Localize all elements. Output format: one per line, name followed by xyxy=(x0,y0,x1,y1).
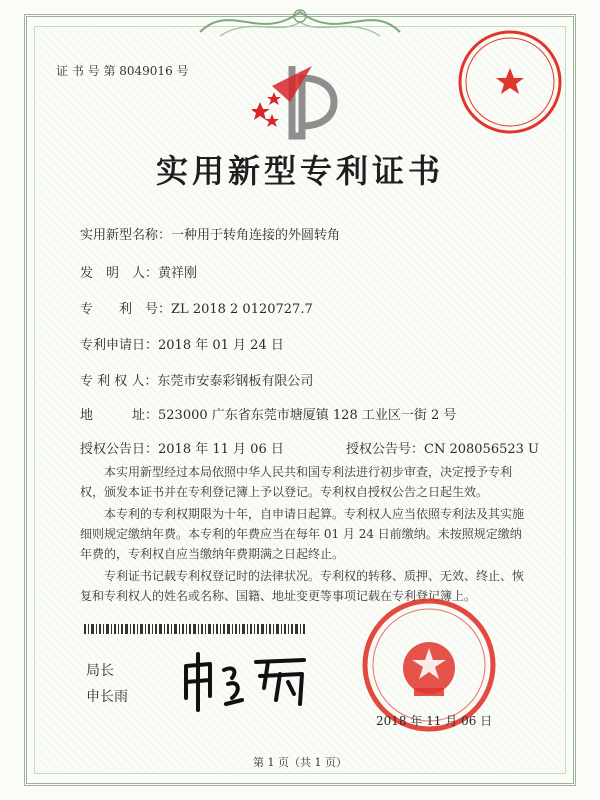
field-label: 地 址： xyxy=(80,408,159,423)
field-value: CN 208056523 U xyxy=(424,442,539,457)
field-label: 发 明 人： xyxy=(80,266,159,281)
field-filing-date xyxy=(80,334,284,353)
field-grant-date xyxy=(80,438,284,457)
page-number: 第 1 页（共 1 页） xyxy=(253,756,347,769)
field-value: 黄祥刚 xyxy=(158,266,198,281)
field-value: 523000 广东省东莞市塘厦镇 128 工业区一街 2 号 xyxy=(158,408,457,423)
handwritten-signature-icon xyxy=(176,648,316,714)
agency-seal-icon xyxy=(456,28,564,136)
field-grant-number xyxy=(346,438,539,457)
field-label: 专利申请日： xyxy=(80,338,159,353)
field-label: 专 利 权 人： xyxy=(80,374,158,389)
field-utility-model-name xyxy=(80,224,340,243)
field-label: 授权公告日： xyxy=(80,442,159,457)
field-label: 专 利 号： xyxy=(80,302,172,317)
signatory-name: 申长雨 xyxy=(86,689,128,705)
field-value: 2018 年 11 月 06 日 xyxy=(158,442,284,457)
field-patentee xyxy=(80,370,313,389)
top-ornament-icon xyxy=(190,2,410,42)
seal-date: 2018 年 11 月 06 日 xyxy=(376,714,493,728)
field-label: 授权公告号： xyxy=(346,442,425,457)
field-value: 一种用于转角连接的外圆转角 xyxy=(171,228,341,243)
patent-office-logo-icon xyxy=(252,62,344,144)
field-label: 实用新型名称： xyxy=(80,228,172,243)
field-inventor xyxy=(80,262,197,281)
field-value: 2018 年 01 月 24 日 xyxy=(158,338,284,353)
paragraph-term: 本专利的专利权期限为十年，自申请日起算。专利权人应当依照专利法及其实施细则规定缴纳年费。本专利的年费应当在每年 01 月 24 日前缴纳。未按照规定缴纳年费的，专利权自应当缴纳年费期满之日起终止。 xyxy=(80,507,525,561)
certificate-number: 证 书 号 第 8049016 号 xyxy=(56,64,189,78)
field-value: ZL 2018 2 0120727.7 xyxy=(171,302,313,317)
signatory-title: 局长 xyxy=(86,663,114,679)
paragraph-legal-status: 专利证书记载专利权登记时的法律状况。专利权的转移、质押、无效、终止、恢复和专利权人的姓名或名称、国籍、地址变更等事项记载在专利登记簿上。 xyxy=(80,569,525,603)
paragraph-grant: 本实用新型经过本局依照中华人民共和国专利法进行初步审查，决定授予专利权，颁发本证书并在专利登记簿上予以登记。专利权自授权公告之日起生效。 xyxy=(80,465,513,499)
field-address xyxy=(80,404,456,423)
page-title: 实用新型专利证书 xyxy=(155,152,444,190)
field-value: 东莞市安泰彩钢板有限公司 xyxy=(157,374,314,389)
field-patent-number xyxy=(80,298,313,317)
barcode-icon xyxy=(84,624,306,634)
